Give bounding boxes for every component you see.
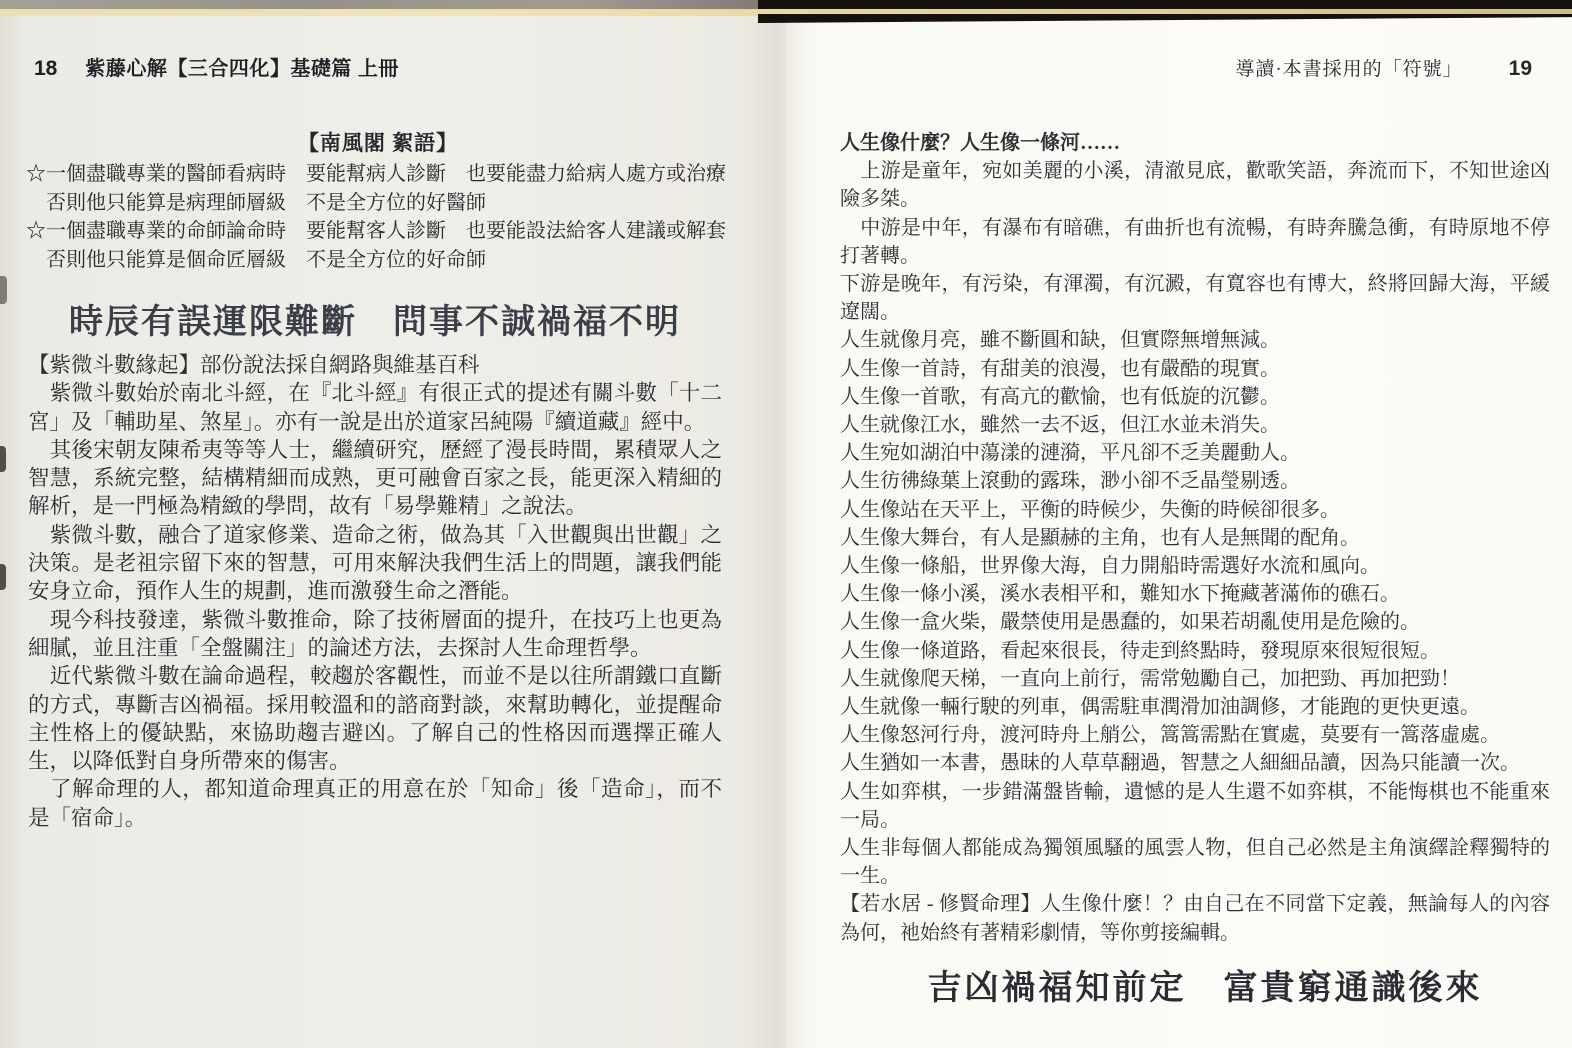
life-line: 人生就像一輛行駛的列車，偶需駐車潤滑加油調修，才能跑的更快更遠。	[840, 696, 1480, 719]
left-page-number: 18	[34, 57, 58, 80]
aphorism-line: 否則他只能算是個命匠層級 不是全方位的好命師	[26, 248, 486, 271]
life-line: 人生非每個人都能成為獨領風騷的風雲人物，但自己必然是主角演繹詮釋獨特的一生。	[840, 837, 1550, 888]
paragraph: 近代紫微斗數在論命過程，較趨於客觀性，而並不是以往所謂鐵口直斷的方式，專斷吉凶禍福。採用較溫和的諮商對談，來幫助轉化，並提醒命主性格上的優缺點，來協助趨吉避凶。了解自己的性格因而選擇正確人生，以降低對自身所帶來的傷害。	[28, 664, 722, 774]
life-line: 人生就像月亮，雖不斷圓和缺，但實際無增無減。	[840, 329, 1280, 352]
right-page-header	[1235, 54, 1532, 81]
aphorism-line: ☆一個盡職專業的命師論命時 要能幫客人診斷 也要能設法給客人建議或解套	[26, 220, 726, 242]
left-body-text	[28, 351, 722, 832]
life-line: 人生就像江水，雖然一去不返，但江水並未消失。	[840, 414, 1280, 437]
left-page-header	[34, 52, 399, 81]
life-line: 下游是晚年，有污染，有渾濁，有沉澱，有寬容也有博大，終將回歸大海，平緩遼闊。	[840, 273, 1550, 324]
right-page-number: 19	[1508, 57, 1532, 80]
scan-artifact-top-left-stripe	[0, 9, 775, 16]
life-line: 人生像怒河行舟，渡河時舟上艄公，篙篙需點在實處，莫要有一篙落虛處。	[840, 724, 1500, 747]
life-line: 人生像一首詩，有甜美的浪漫，也有嚴酷的現實。	[840, 357, 1280, 380]
paragraph: 其後宋朝友陳希夷等等人士，繼續研究，歷經了漫長時間，累積眾人之智慧，系統完整，結構精細而成熟，更可融會百家之長，能更深入精細的解析，是一門極為精緻的學問，故有「易學難精」之說法。	[28, 437, 722, 519]
life-line: 人生像一盒火柴，嚴禁使用是愚蠢的，如果若胡亂使用是危險的。	[840, 611, 1420, 634]
aphorism-block	[26, 160, 738, 274]
life-line: 人生像大舞台，有人是顯赫的主角，也有人是無聞的配角。	[840, 526, 1360, 549]
aphorism-line: ☆一個盡職專業的醫師看病時 要能幫病人診斷 也要能盡力給病人處方或治療	[26, 163, 726, 185]
life-line: 【若水居 - 修賢命理】人生像什麼！？由自己在不同當下定義，無論每人的內容為何，祂始終有著精彩劇情，等你剪接編輯。	[840, 893, 1550, 944]
right-body-text	[840, 129, 1550, 947]
life-line: 人生像一首歌，有高亢的歡愉，也有低旋的沉鬱。	[840, 385, 1280, 408]
life-line: 人生像一條船，世界像大海，自力開船時需選好水流和風向。	[840, 555, 1380, 578]
aphorism-line: 否則他只能算是病理師層級 不是全方位的好醫師	[26, 191, 486, 214]
life-line: 人生像一條道路，看起來很長，待走到終點時，發現原來很短很短。	[840, 639, 1440, 662]
life-line: 人生如弈棋，一步錯滿盤皆輸，遺憾的是人生還不如弈棋，不能悔棋也不能重來一局。	[840, 780, 1550, 831]
life-line: 上游是童年，宛如美麗的小溪，清澈見底，歡歌笑語，奔流而下，不知世途凶險多桀。	[840, 160, 1550, 211]
scan-artifact-left-edge-mark	[0, 276, 7, 304]
life-line: 人生就像爬天梯，一直向上前行，需常勉勵自己，加把勁、再加把勁！	[840, 667, 1460, 690]
left-main-title: 時辰有誤運限難斷 問事不誠禍福不明	[69, 304, 681, 341]
paragraph: 紫微斗數，融合了道家修業、造命之術，做為其「入世觀與出世觀」之決策。是老祖宗留下來的智慧，可用來解決我們生活上的問題，讓我們能安身立命，預作人生的規劃，進而激發生命之潛能。	[28, 522, 722, 604]
origin-heading: 【紫微斗數緣起】部份說法採自網路與維基百科	[28, 353, 480, 377]
section-heading: 【南風閣 絮語】	[297, 131, 459, 155]
paragraph: 紫微斗數始於南北斗經，在『北斗經』有很正式的提述有關斗數「十二宮」及「輔助星、煞星」。亦有一說是出於道家呂純陽『續道藏』經中。	[28, 381, 722, 434]
life-line: 中游是中年，有瀑布有暗礁，有曲折也有流暢，有時奔騰急衝，有時原地不停打著轉。	[840, 216, 1550, 267]
scan-artifact-top-right-stripe	[758, 9, 1572, 14]
page-right	[786, 0, 1572, 1048]
scan-artifact-left-edge-mark	[0, 446, 6, 472]
life-line: 人生猶如一本書，愚昧的人草草翻過，智慧之人細細品讀，因為只能讀一次。	[840, 752, 1520, 775]
life-line: 人生宛如湖泊中蕩漾的漣漪，平凡卻不乏美麗動人。	[840, 442, 1300, 465]
paragraph: 現今科技發達，紫微斗數推命，除了技術層面的提升，在技巧上也更為細膩，並且注重「全盤關注」的論述方法，去探討人生命理哲學。	[28, 607, 722, 660]
intro-line: 人生像什麼？人生像一條河……	[840, 132, 1120, 154]
gutter-shadow	[740, 0, 806, 1048]
left-running-title: 紫藤心解【三合四化】基礎篇 上冊	[85, 58, 399, 80]
scan-artifact-left-edge-mark	[0, 564, 6, 590]
life-line: 人生彷彿綠葉上滾動的露珠，渺小卻不乏晶瑩剔透。	[840, 470, 1300, 493]
paragraph: 了解命理的人，都知道命理真正的用意在於「知命」後「造命」，而不是「宿命」。	[28, 777, 722, 830]
scan-artifact-top-right-band	[758, 0, 1572, 9]
life-line: 人生像站在天平上，平衡的時候少，失衡的時候卻很多。	[840, 498, 1340, 521]
right-running-title: 導讀·本書採用的「符號」	[1235, 59, 1463, 80]
right-closing-title: 吉凶禍福知前定 富貴窮通識後來	[927, 970, 1483, 1007]
life-line: 人生像一條小溪，溪水表相平和，難知水下掩藏著滿佈的礁石。	[840, 583, 1400, 606]
